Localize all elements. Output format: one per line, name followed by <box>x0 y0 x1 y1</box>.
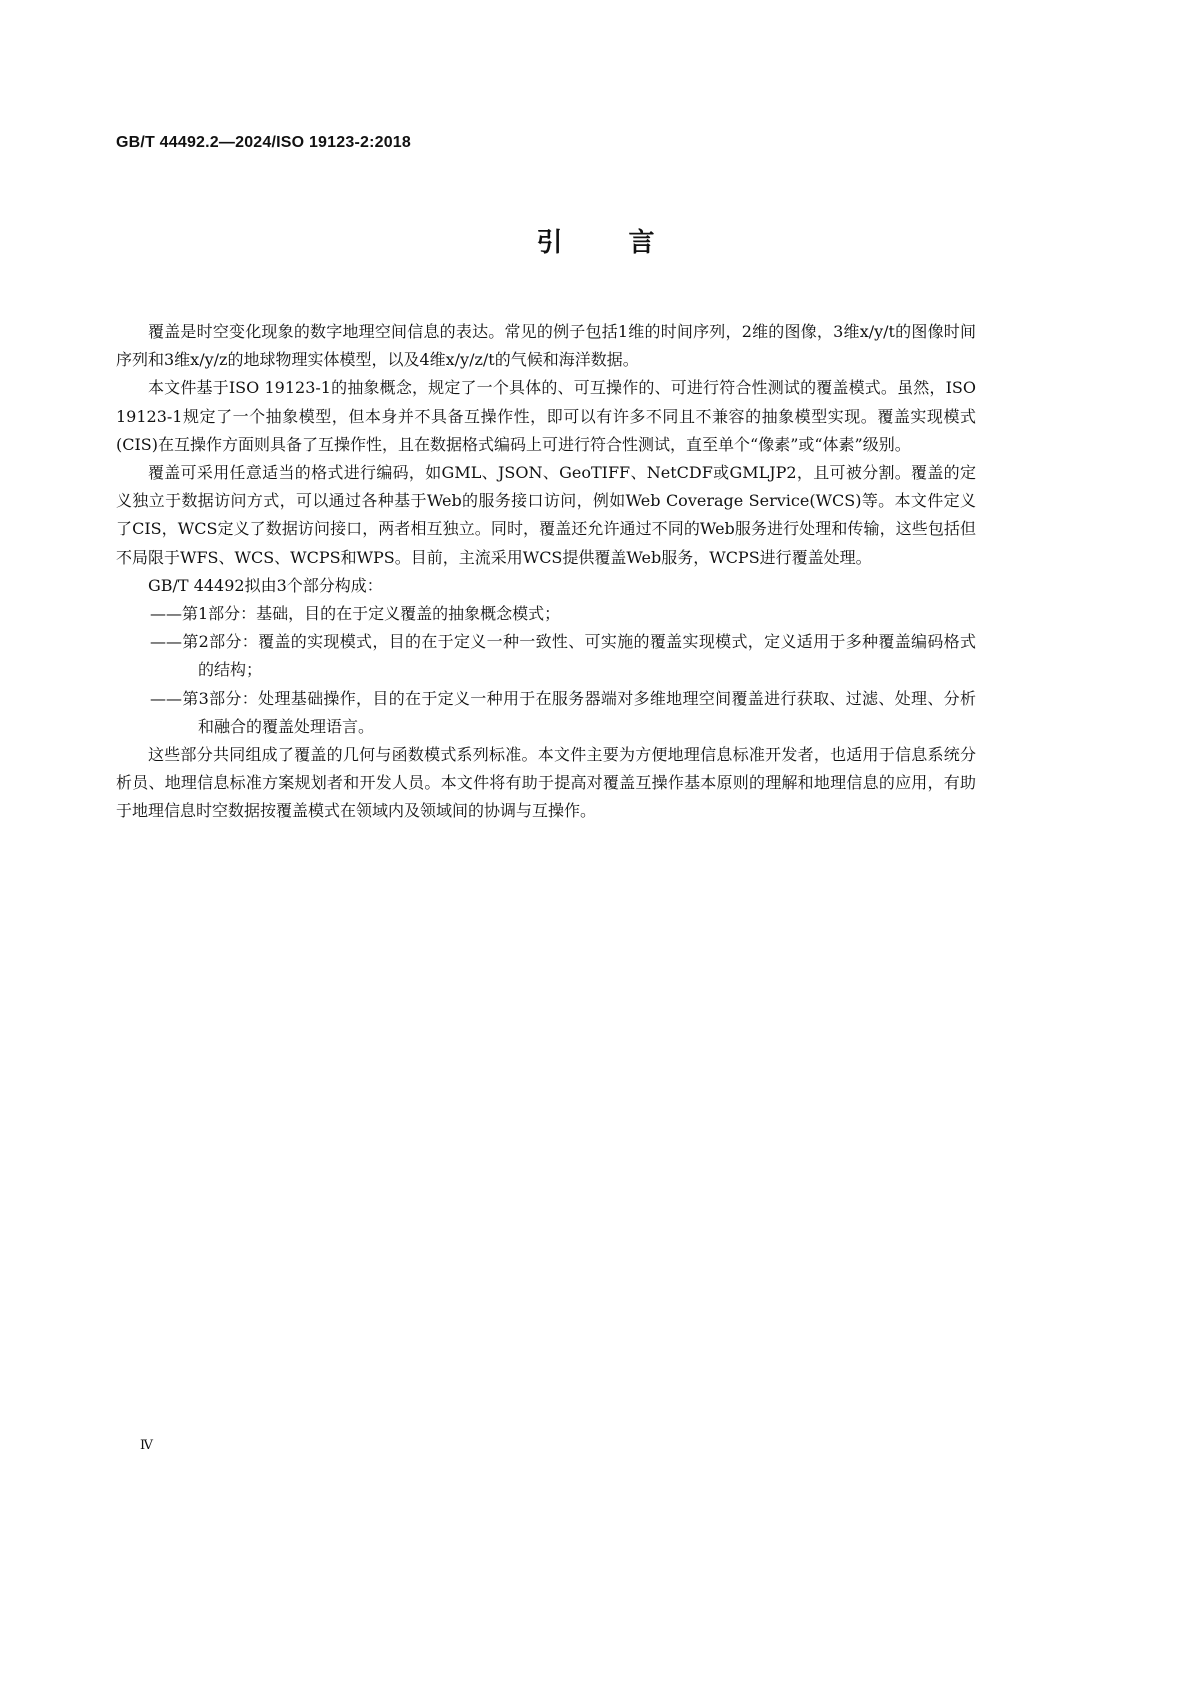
paragraph-2: 本文件基于ISO 19123-1的抽象概念，规定了一个具体的、可互操作的、可进行符合性测试的覆盖模式。虽然，ISO 19123-1规定了一个抽象模型，但本身并不具备互操作性，即可以有许多不同且不兼容的抽象模型实现。覆盖实现模式(CIS)在互操作方面则具备了互操作性，且在数据格式编码上可进行符合性测试，直至单个“像素”或“体素”级别。 <box>116 378 976 454</box>
page-title: 引言 <box>536 228 721 258</box>
page-number: Ⅳ <box>140 1438 153 1453</box>
paragraph-1: 覆盖是时空变化现象的数字地理空间信息的表达。常见的例子包括1维的时间序列，2维的图像，3维x/y/t的图像时间序列和3维x/y/z的地球物理实体模型，以及4维x/y/z/t的气候和海洋数据。 <box>116 322 976 370</box>
closing-paragraph: 这些部分共同组成了覆盖的几何与函数模式系列标准。本文件主要为方便地理信息标准开发者，也适用于信息系统分析员、地理信息标准方案规划者和开发人员。本文件将有助于提高对覆盖互操作基本原则的理解和地理信息的应用，有助于地理信息时空数据按覆盖模式在领域内及领域间的协调与互操作。 <box>116 745 976 821</box>
document-body <box>116 318 976 826</box>
standard-code-header: GB/T 44492.2—2024/ISO 19123-2:2018 <box>116 134 411 151</box>
list-item-part-1: ——第1部分：基础，目的在于定义覆盖的抽象概念模式； <box>150 604 561 624</box>
paragraph-4: GB/T 44492拟由3个部分构成： <box>148 575 383 595</box>
list-item-part-2: ——第2部分：覆盖的实现模式，目的在于定义一种一致性、可实施的覆盖实现模式，定义适用于多种覆盖编码格式的结构； <box>150 632 976 680</box>
list-item-part-3: ——第3部分：处理基础操作，目的在于定义一种用于在服务器端对多维地理空间覆盖进行获取、过滤、处理、分析和融合的覆盖处理语言。 <box>150 688 976 736</box>
paragraph-3: 覆盖可采用任意适当的格式进行编码，如GML、JSON、GeoTIFF、NetCDF或GMLJP2，且可被分割。覆盖的定义独立于数据访问方式，可以通过各种基于Web的服务接口访问，例如Web Coverage Service(WCS)等。本文件定义了CIS，WCS定义了数据访问接口，两者相互独立。同时，覆盖还允许通过不同的Web服务进行处理和传输，这些包括但不局限于WFS、WCS、WCPS和WPS。目前，主流采用WCS提供覆盖Web服务，WCPS进行覆盖处理。 <box>116 463 976 567</box>
